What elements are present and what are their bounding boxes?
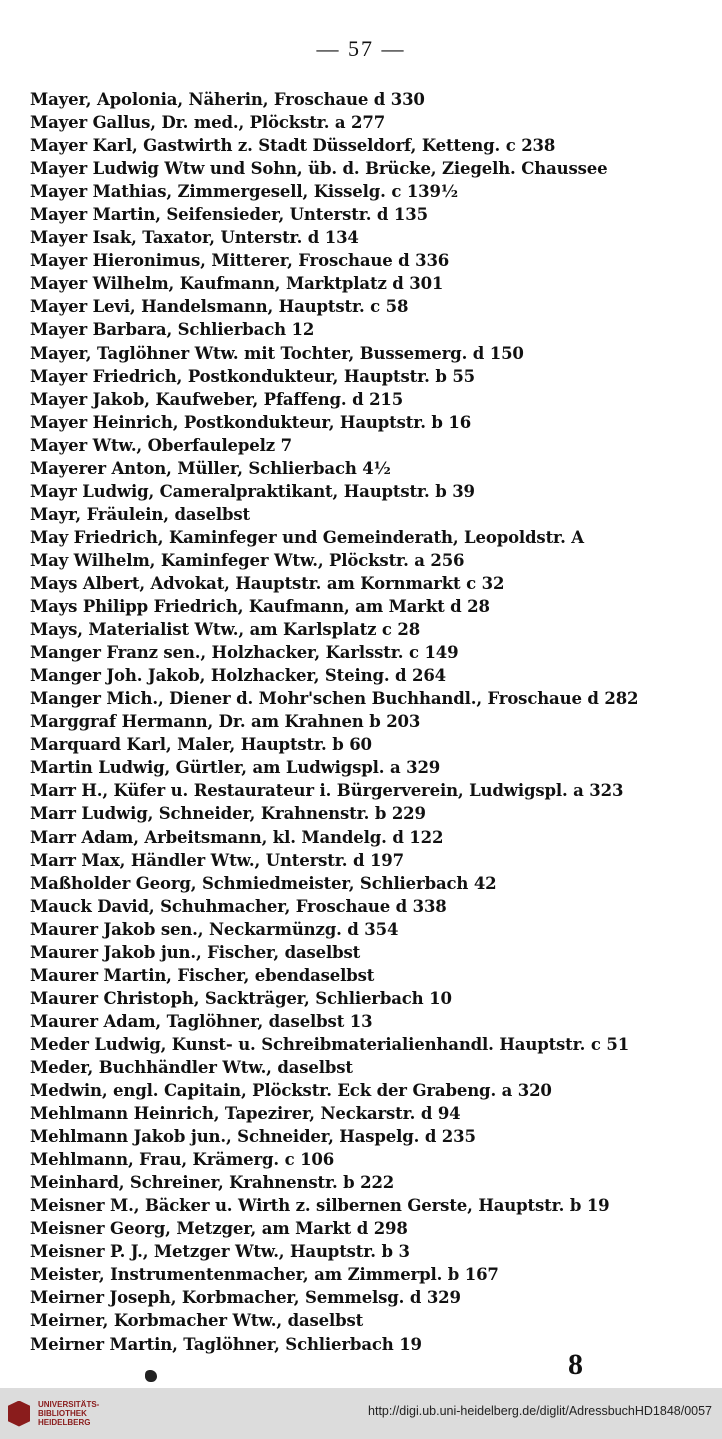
- address-entry: Mayer Wilhelm, Kaufmann, Marktplatz d 301: [30, 274, 444, 294]
- address-entry: Mayer Friedrich, Postkondukteur, Hauptstr. b 55: [30, 366, 475, 386]
- address-entry: Meder, Buchhändler Wtw., daselbst: [30, 1057, 353, 1077]
- footer-bar: [0, 1388, 722, 1439]
- address-entry: Marquard Karl, Maler, Hauptstr. b 60: [30, 735, 372, 755]
- library-logo-line: HEIDELBERG: [38, 1418, 91, 1427]
- address-entry: Meister, Instrumentenmacher, am Zimmerpl. b 167: [30, 1265, 499, 1285]
- address-entry: Mayer Mathias, Zimmergesell, Kisselg. c 139½: [30, 182, 458, 202]
- address-entry: Meisner P. J., Metzger Wtw., Hauptstr. b 3: [30, 1242, 410, 1262]
- address-entry: Mayerer Anton, Müller, Schlierbach 4½: [30, 458, 391, 478]
- address-entry: Maurer Adam, Taglöhner, daselbst 13: [30, 1011, 373, 1031]
- address-entry: Mayer Heinrich, Postkondukteur, Hauptstr. b 16: [30, 412, 472, 432]
- address-entry: Mayer Levi, Handelsmann, Hauptstr. c 58: [30, 297, 409, 317]
- address-entry: Mayer Isak, Taxator, Unterstr. d 134: [30, 228, 359, 248]
- address-entry: Manger Mich., Diener d. Mohr'schen Buchhandl., Froschaue d 282: [30, 689, 639, 709]
- address-entry: Mehlmann, Frau, Krämerg. c 106: [30, 1150, 335, 1170]
- address-entry: Maurer Jakob sen., Neckarmünzg. d 354: [30, 919, 399, 939]
- address-entry: Manger Franz sen., Holzhacker, Karlsstr. c 149: [30, 643, 459, 663]
- address-entry: Mayer, Apolonia, Näherin, Froschaue d 330: [30, 90, 425, 109]
- library-logo-text: [38, 1400, 99, 1427]
- address-entry: Maurer Martin, Fischer, ebendaselbst: [30, 965, 375, 985]
- address-entry: Mayer Wtw., Oberfaulepelz 7: [30, 435, 292, 455]
- address-entry: Mayr Ludwig, Cameralpraktikant, Hauptstr. b 39: [30, 481, 475, 501]
- library-logo[interactable]: [8, 1400, 99, 1427]
- address-entry: Mays Albert, Advokat, Hauptstr. am Kornmarkt c 32: [30, 573, 505, 593]
- address-entry: Mauck David, Schuhmacher, Froschaue d 338: [30, 896, 447, 916]
- address-entry: Manger Joh. Jakob, Holzhacker, Steing. d 264: [30, 666, 447, 686]
- address-entry: Martin Ludwig, Gürtler, am Ludwigspl. a 329: [30, 758, 441, 778]
- address-entry: Marr Ludwig, Schneider, Krahnenstr. b 229: [30, 804, 426, 824]
- address-entry: Meirner, Korbmacher Wtw., daselbst: [30, 1311, 364, 1331]
- signature-mark: 8: [568, 1348, 583, 1381]
- address-entry: Mehlmann Heinrich, Tapezirer, Neckarstr. d 94: [30, 1104, 461, 1124]
- address-entry: Maßholder Georg, Schmiedmeister, Schlierbach 42: [30, 873, 497, 893]
- address-entry: May Friedrich, Kaminfeger und Gemeinderath, Leopoldstr. A: [30, 527, 584, 547]
- address-entry: Mayer, Taglöhner Wtw. mit Tochter, Bussemerg. d 150: [30, 343, 524, 363]
- address-entry: Meirner Joseph, Korbmacher, Semmelsg. d 329: [30, 1288, 461, 1308]
- address-entry: Meder Ludwig, Kunst- u. Schreibmaterialienhandl. Hauptstr. c 51: [30, 1034, 630, 1054]
- address-entry: Mayer Martin, Seifensieder, Unterstr. d 135: [30, 205, 428, 225]
- address-entry: Medwin, engl. Capitain, Plöckstr. Eck der Grabeng. a 320: [30, 1081, 552, 1101]
- library-logo-line: UNIVERSITÄTS-: [38, 1400, 100, 1409]
- address-entry: Meisner M., Bäcker u. Wirth z. silbernen Gerste, Hauptstr. b 19: [30, 1196, 610, 1216]
- address-entry: Meinhard, Schreiner, Krahnenstr. b 222: [30, 1173, 395, 1193]
- address-entry: Mayer Ludwig Wtw und Sohn, üb. d. Brücke, Ziegelh. Chaussee: [30, 159, 608, 179]
- address-entry: Marggraf Hermann, Dr. am Krahnen b 203: [30, 712, 421, 732]
- address-entry: Marr H., Küfer u. Restaurateur i. Bürgerverein, Ludwigspl. a 323: [30, 781, 624, 801]
- source-url[interactable]: http://digi.ub.uni-heidelberg.de/diglit/AdressbuchHD1848/0057: [368, 1404, 712, 1418]
- address-entry: Mayer Gallus, Dr. med., Plöckstr. a 277: [30, 113, 386, 133]
- address-entry: May Wilhelm, Kaminfeger Wtw., Plöckstr. a 256: [30, 550, 465, 570]
- address-entry: Marr Max, Händler Wtw., Unterstr. d 197: [30, 850, 404, 870]
- address-entry-list: [30, 88, 700, 1356]
- address-entry: Mays, Materialist Wtw., am Karlsplatz c 28: [30, 620, 421, 640]
- address-entry: Mayer Barbara, Schlierbach 12: [30, 320, 315, 340]
- address-entry: Meirner Martin, Taglöhner, Schlierbach 19: [30, 1334, 422, 1354]
- ink-blot: [145, 1370, 157, 1382]
- page-number: — 57 —: [316, 36, 406, 61]
- address-entry: Marr Adam, Arbeitsmann, kl. Mandelg. d 122: [30, 827, 444, 847]
- address-entry: Mayer Karl, Gastwirth z. Stadt Düsseldorf, Ketteng. c 238: [30, 136, 556, 156]
- address-entry: Meisner Georg, Metzger, am Markt d 298: [30, 1219, 408, 1239]
- address-entry: Maurer Jakob jun., Fischer, daselbst: [30, 942, 361, 962]
- address-entry: Mayer Hieronimus, Mitterer, Froschaue d 336: [30, 251, 450, 271]
- address-entry: Maurer Christoph, Sackträger, Schlierbach 10: [30, 988, 452, 1008]
- address-entry: Mayer Jakob, Kaufweber, Pfaffeng. d 215: [30, 389, 404, 409]
- address-entry: Mayr, Fräulein, daselbst: [30, 504, 250, 524]
- library-logo-line: BIBLIOTHEK: [38, 1409, 87, 1418]
- address-entry: Mehlmann Jakob jun., Schneider, Haspelg. d 235: [30, 1127, 476, 1147]
- library-seal-icon: [8, 1401, 30, 1427]
- address-entry: Mays Philipp Friedrich, Kaufmann, am Markt d 28: [30, 597, 490, 617]
